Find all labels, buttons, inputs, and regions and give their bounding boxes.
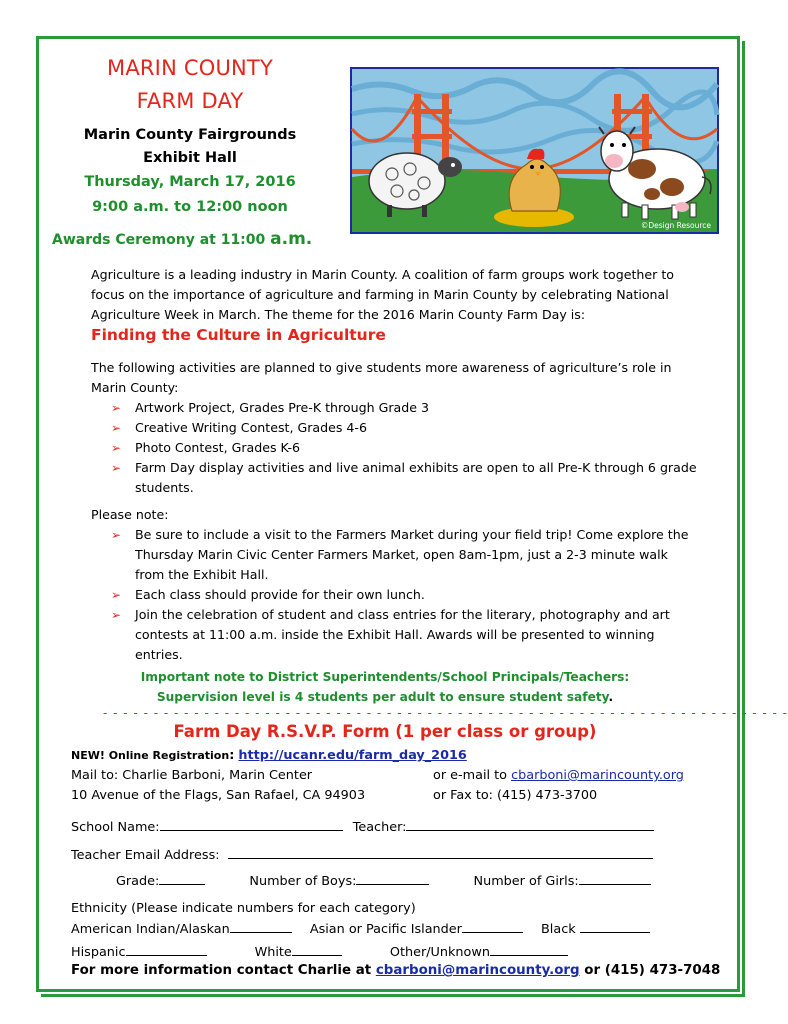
activity-item: ➢ Photo Contest, Grades K-6 (111, 438, 701, 458)
farm-illustration (350, 67, 719, 234)
footer-prefix: For more information contact Charlie at (71, 963, 376, 978)
other-label: Other/Unknown (389, 945, 490, 960)
activity-item: ➢ Artwork Project, Grades Pre-K through Grade 3 (111, 398, 701, 418)
girls-field[interactable] (579, 873, 651, 885)
grade-label: Grade: (116, 874, 160, 889)
email-prefix: or e-mail to (433, 768, 512, 783)
other-field[interactable] (490, 944, 568, 956)
ethnicity-row2 (71, 944, 568, 960)
illustration-credit: ©Design Resource (640, 221, 711, 230)
girls-label: Number of Girls: (473, 874, 579, 889)
farm-scene-image (352, 69, 717, 232)
activities-list (111, 398, 701, 498)
note-item: ➢ Each class should provide for their own lunch. (111, 585, 701, 605)
teacher-field[interactable] (406, 819, 654, 831)
ethnicity-label: Ethnicity (Please indicate numbers for each category) (71, 901, 416, 916)
online-registration-colon: : (229, 748, 235, 763)
important-line2-wrap (80, 687, 690, 707)
event-title-line1: MARIN COUNTY (107, 56, 273, 80)
note-item: ➢ Join the celebration of student and class entries for the literary, photography and art contests at 11:00 a.m. inside the Exhibit Hall. Awards will be presented to winning entries. (111, 605, 701, 665)
rsvp-form-title: Farm Day R.S.V.P. Form (1 per class or group) (173, 722, 597, 741)
important-line2-end: . (608, 690, 614, 704)
boys-field[interactable] (356, 873, 429, 885)
activities-section (91, 358, 701, 498)
venue-line1: Marin County Fairgrounds (83, 127, 297, 143)
event-title-line2: FARM DAY (136, 89, 244, 113)
event-date: Thursday, March 17, 2016 (84, 174, 296, 190)
boys-label: Number of Boys: (249, 874, 357, 889)
contact-footer (71, 963, 720, 978)
footer-email-link[interactable]: cbarboni@marincounty.org (375, 963, 580, 978)
important-line2: Supervision level is 4 students per adult to ensure student safety (156, 690, 609, 704)
hispanic-label: Hispanic (71, 945, 126, 960)
asian-field[interactable] (462, 921, 523, 933)
grade-row (116, 873, 651, 889)
teacher-email-row (71, 847, 653, 863)
venue-line2: Exhibit Hall (143, 150, 237, 166)
email-link[interactable]: cbarboni@marincounty.org (511, 768, 684, 783)
note-section (91, 505, 701, 665)
important-line1: Important note to District Superintendents/School Principals/Teachers: (140, 670, 630, 684)
asian-label: Asian or Pacific Islander (309, 922, 462, 937)
activities-lead: The following activities are planned to give students more awareness of agriculture’s role in Marin County: (91, 360, 672, 395)
footer-suffix: or (415) 473-7048 (579, 963, 721, 978)
online-registration-label: NEW! Online Registration (71, 749, 230, 762)
american-indian-field[interactable] (230, 921, 292, 933)
awards-ampm: a.m. (270, 229, 313, 249)
teacher-email-label: Teacher Email Address: (71, 848, 220, 863)
note-lead: Please note: (91, 507, 169, 522)
awards-text: Awards Ceremony at 11:00 (52, 232, 271, 248)
note-list (111, 525, 701, 665)
mail-line2: 10 Avenue of the Flags, San Rafael, CA 94903 (71, 788, 366, 803)
school-name-field[interactable] (160, 819, 343, 831)
cut-line-divider: - - - - - - - - - - - - - - - - - - - - - - - - - - - - - - - - - - - - - - - - - - - - - - - - - - - - - - - - - - - - - - - - - - - - (103, 706, 788, 720)
white-label: White (254, 945, 292, 960)
grade-field[interactable] (159, 873, 205, 885)
event-header (40, 52, 340, 220)
email-row (433, 768, 684, 783)
note-item: ➢ Be sure to include a visit to the Farmers Market during your field trip! Come explore the Thursday Marin Civic Center Farmers Market, open 8am-1pm, just a 2-3 minute walk from the Exhibit Hall. (111, 525, 701, 585)
school-name-label: School Name: (71, 820, 160, 835)
farm-day-theme: Finding the Culture in Agriculture (91, 326, 386, 344)
teacher-label: Teacher: (352, 820, 407, 835)
event-time: 9:00 a.m. to 12:00 noon (92, 199, 288, 215)
important-note (80, 667, 690, 707)
fax-line: or Fax to: (415) 473-3700 (433, 788, 598, 803)
teacher-email-field[interactable] (228, 847, 653, 859)
white-field[interactable] (292, 944, 342, 956)
ethnicity-row1 (71, 921, 650, 937)
intro-paragraph: Agriculture is a leading industry in Marin County. A coalition of farm groups work together to focus on the importance of agriculture and farming in Marin County by celebrating National Agriculture Week in March. The theme for the 2016 Marin County Farm Day is: (91, 267, 674, 322)
school-teacher-row (71, 819, 654, 835)
american-indian-label: American Indian/Alaskan (71, 922, 230, 937)
black-field[interactable] (580, 921, 650, 933)
activity-item: ➢ Farm Day display activities and live animal exhibits are open to all Pre-K through 6 grade students. (111, 458, 701, 498)
hispanic-field[interactable] (126, 944, 207, 956)
online-registration-row (71, 748, 467, 763)
online-registration-link[interactable]: http://ucanr.edu/farm_day_2016 (238, 748, 467, 763)
awards-ceremony (52, 229, 312, 249)
mail-line1: Mail to: Charlie Barboni, Marin Center (71, 768, 313, 783)
activity-item: ➢ Creative Writing Contest, Grades 4-6 (111, 418, 701, 438)
black-label: Black (541, 922, 576, 937)
